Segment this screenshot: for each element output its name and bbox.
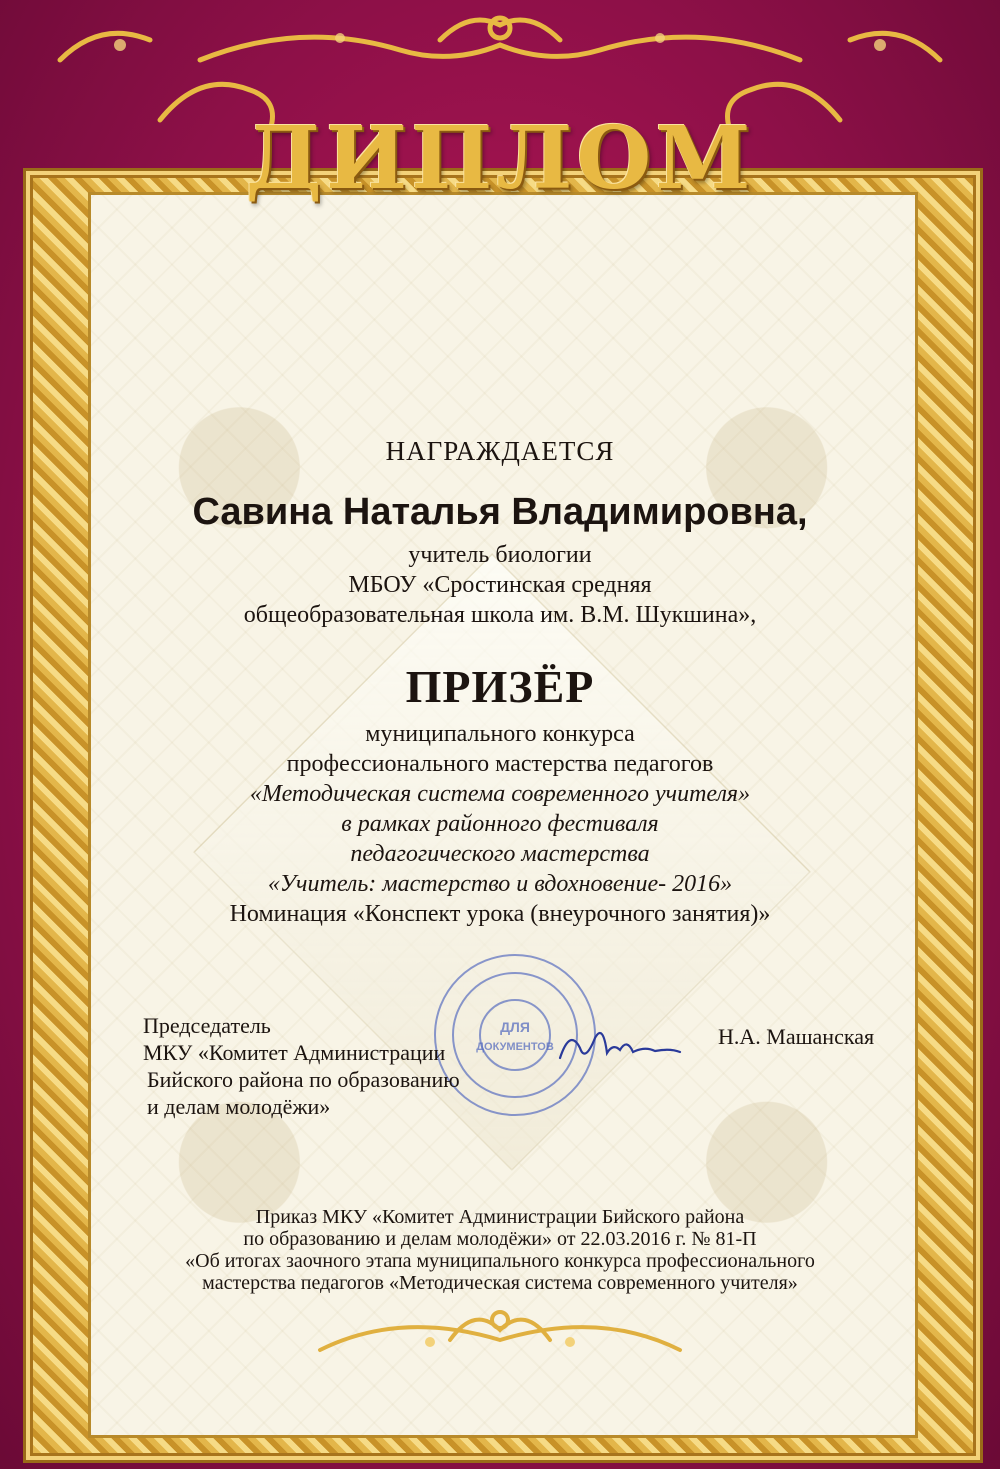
award-line2: профессионального мастерства педагогов bbox=[286, 751, 714, 777]
order-line1: Приказ МКУ «Комитет Администрации Бийского района bbox=[255, 1206, 745, 1228]
order-line4: мастерства педагогов «Методическая система современного учителя» bbox=[202, 1272, 798, 1294]
order-reference bbox=[130, 1206, 870, 1294]
stamp-text-bottom: ДОКУМЕНТОВ bbox=[476, 1041, 554, 1053]
signatory-name: Н.А. Машанская bbox=[718, 1024, 875, 1049]
award-title: ПРИЗЁР bbox=[405, 661, 595, 712]
signatory-line2: МКУ «Комитет Администрации bbox=[143, 1040, 446, 1065]
order-line2: по образованию и делам молодёжи» от 22.03.2016 г. № 81-П bbox=[243, 1228, 757, 1250]
recipient-school-line2: общеобразовательная школа им. В.М. Шукшина», bbox=[243, 602, 757, 628]
signatory-block bbox=[143, 1012, 563, 1120]
recipient-school-line1: МБОУ «Сростинская средняя bbox=[348, 572, 652, 598]
diploma-title: ДИПЛОМ bbox=[245, 108, 755, 209]
recipient-name: Савина Наталья Владимировна, bbox=[192, 491, 808, 533]
signatory-line1: Председатель bbox=[143, 1013, 271, 1038]
stamp-text-top: ДЛЯ bbox=[500, 1019, 530, 1035]
award-line6: «Учитель: мастерство и вдохновение- 2016» bbox=[267, 871, 733, 897]
recipient-position: учитель биологии bbox=[408, 542, 592, 568]
signatory-line4: и делам молодёжи» bbox=[147, 1094, 331, 1119]
award-nomination: Номинация «Конспект урока (внеурочного занятия)» bbox=[229, 901, 771, 927]
signatory-line3: Бийского района по образованию bbox=[147, 1067, 460, 1092]
diploma-content bbox=[100, 436, 900, 929]
awarded-label: НАГРАЖДАЕТСЯ bbox=[385, 436, 615, 466]
handwritten-signature bbox=[555, 1018, 685, 1078]
order-line3: «Об итогах заочного этапа муниципального конкурса профессионального bbox=[185, 1250, 815, 1272]
award-line3: «Методическая система современного учителя» bbox=[249, 781, 751, 807]
award-line4: в рамках районного фестиваля bbox=[341, 811, 659, 837]
award-line1: муниципального конкурса bbox=[365, 721, 635, 747]
bottom-crown-ornament bbox=[300, 1290, 700, 1370]
award-line5: педагогического мастерства bbox=[350, 841, 650, 867]
